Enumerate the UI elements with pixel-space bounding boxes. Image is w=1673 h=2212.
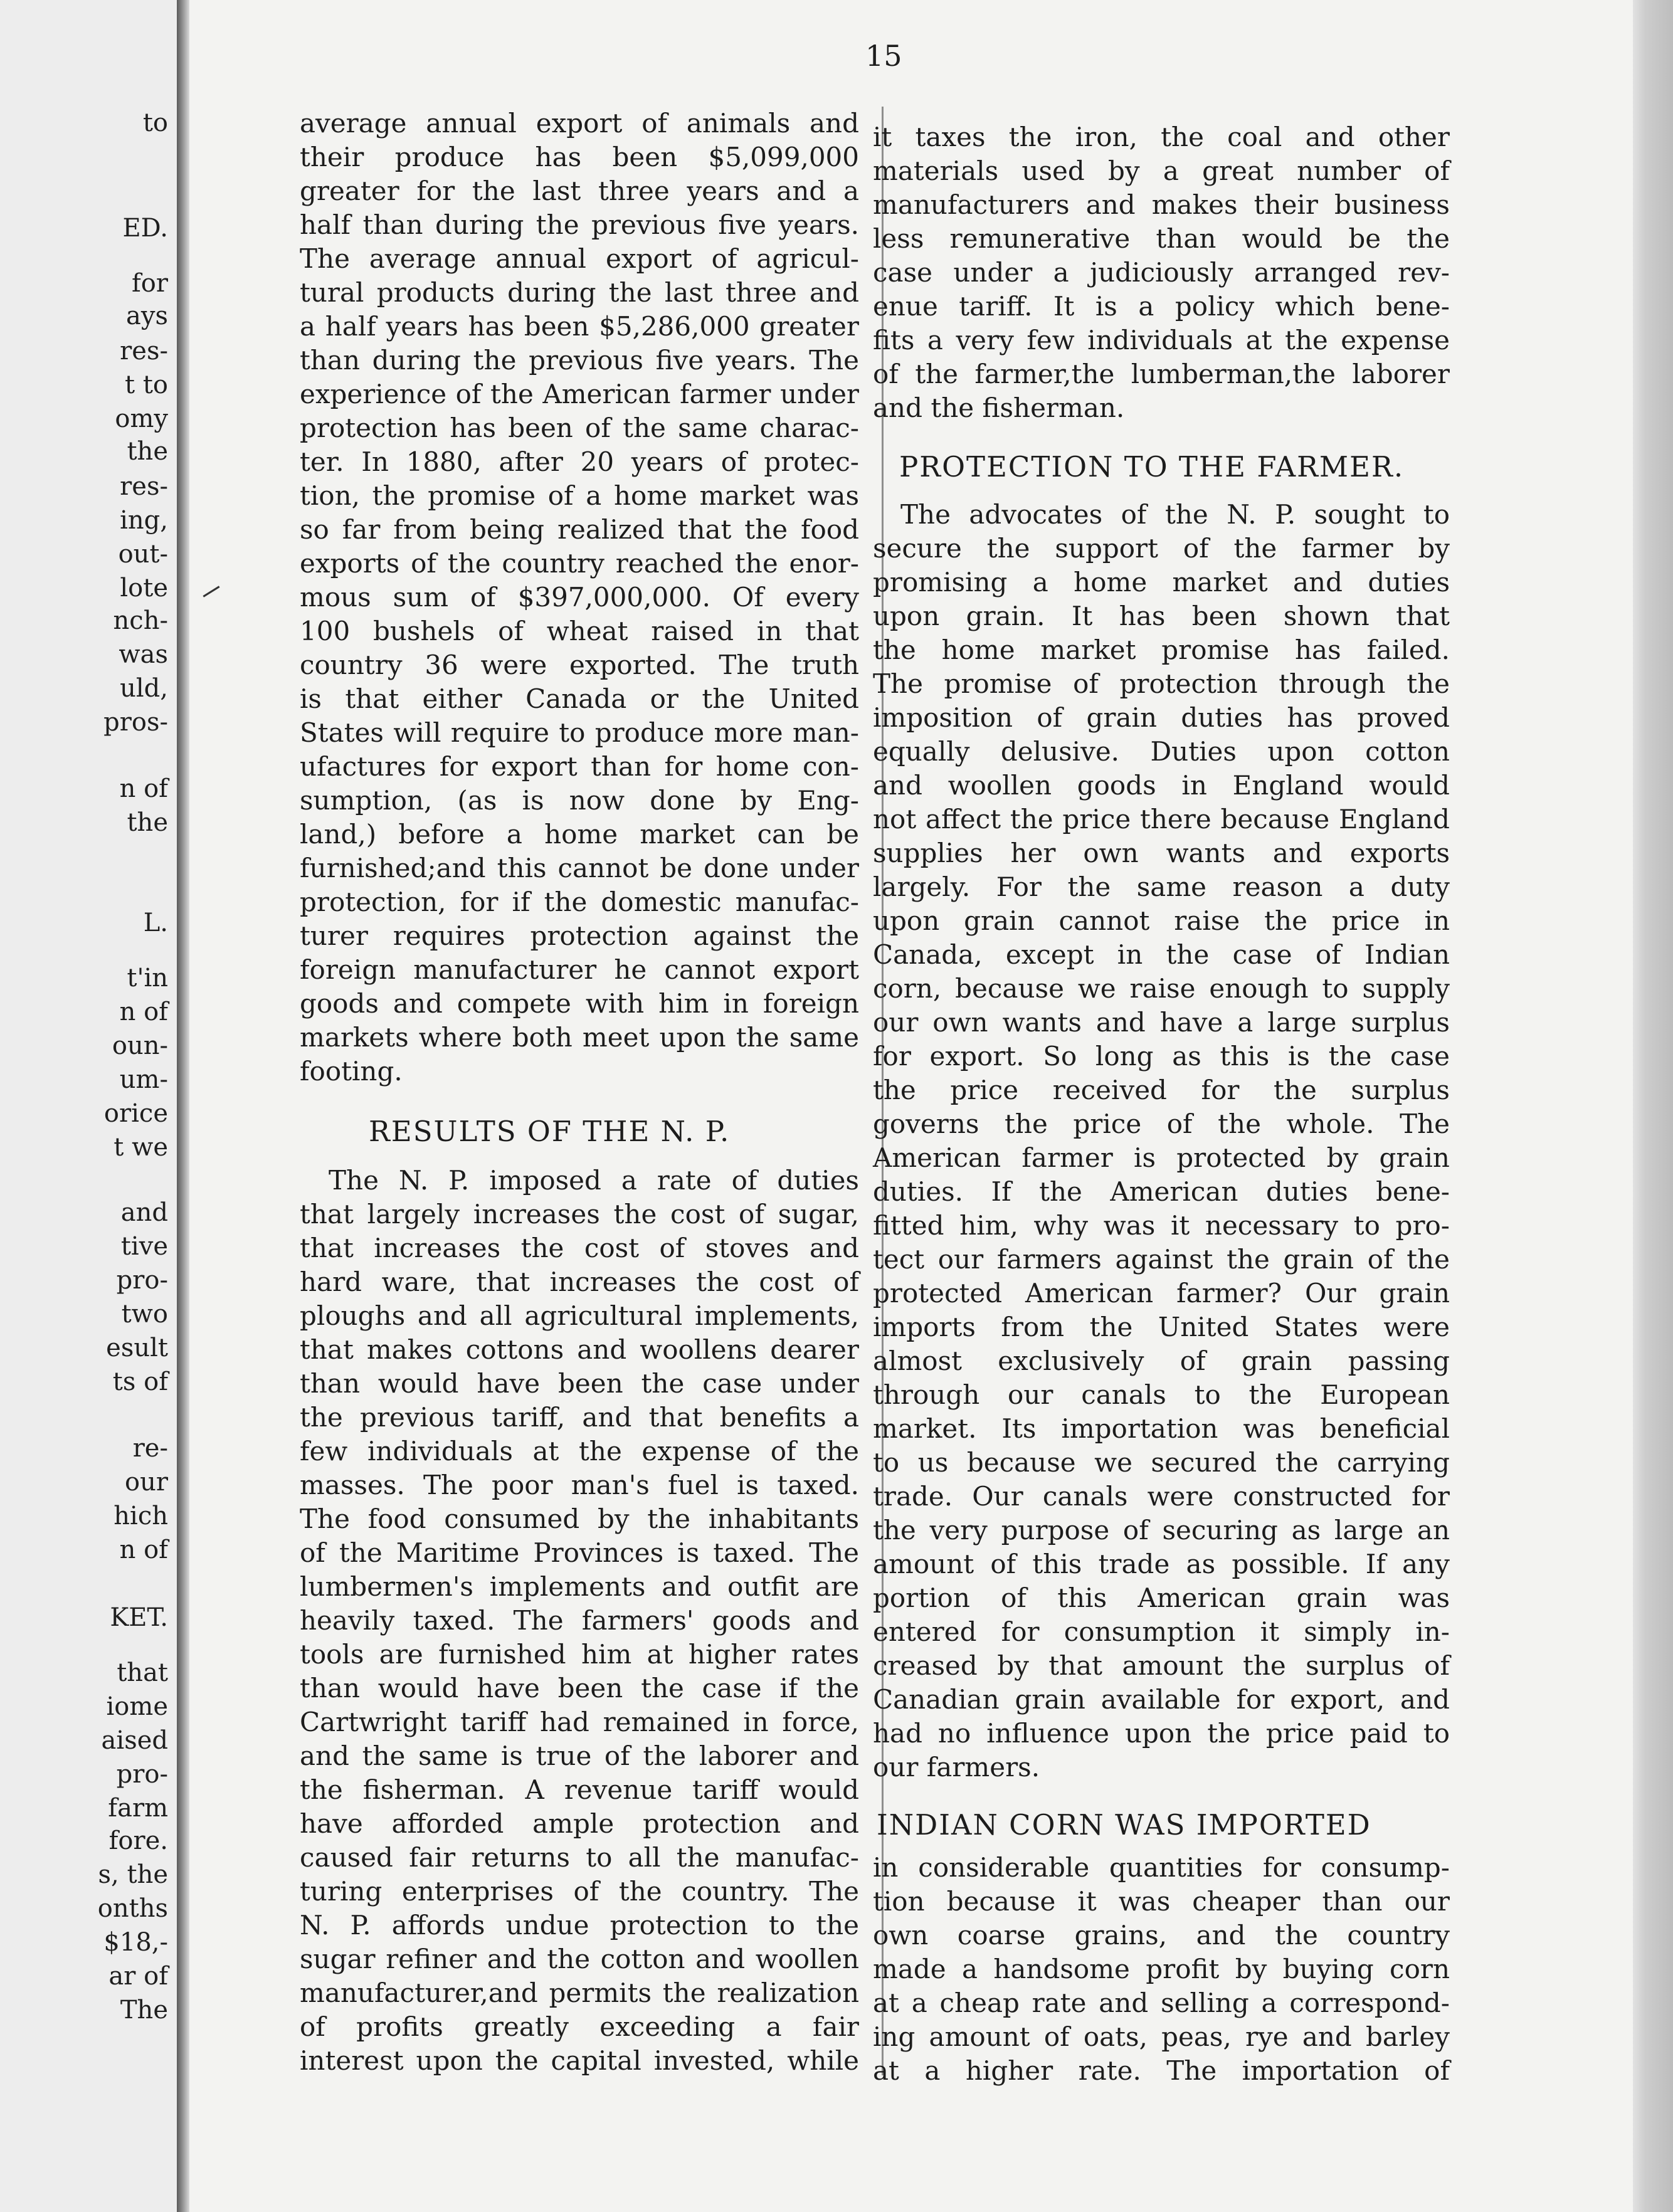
prev-page-line: fore. [108,1826,168,1855]
text-line: to us because we secured the carrying [873,1447,1450,1478]
text-line: tion, the promise of a home market was [300,480,859,511]
prev-page-line: n of [119,998,168,1026]
text-line: trade. Our canals were constructed for [873,1481,1450,1512]
text-line: through our canals to the European [873,1379,1450,1410]
text-line: less remunerative than would be the [873,223,1450,254]
prev-page-line: the [127,808,168,837]
prev-page-line: for [131,269,168,298]
prev-page-line: $18,- [103,1928,168,1957]
text-line: sumption, (as is now done by Eng- [300,785,859,816]
text-line: made a handsome profit by buying corn [873,1954,1450,1984]
prev-page-line: nch- [113,606,168,635]
text-line: caused fair returns to all the manufac- [300,1842,859,1873]
page-number: 15 [865,39,902,73]
text-line: States will require to produce more man- [300,717,859,748]
text-line: largely. For the same reason a duty [873,872,1450,902]
prev-page-line: iome [106,1692,168,1721]
text-line: at a cheap rate and selling a correspond- [873,1988,1450,2018]
text-line: greater for the last three years and a [300,176,859,206]
text-line: the price received for the surplus [873,1075,1450,1105]
text-line: country 36 were exported. The truth [300,650,859,680]
text-line: The advocates of the N. P. sought to [900,499,1450,530]
text-line: tion because it was cheaper than our [873,1886,1450,1917]
text-line: N. P. affords undue protection to the [300,1910,859,1941]
text-line: than would have been the case if the [300,1673,859,1704]
text-line: ploughs and all agricultural implements, [300,1300,859,1331]
text-line: upon grain cannot raise the price in [873,905,1450,936]
text-line: a half years has been $5,286,000 greater [300,311,859,342]
prev-page-line: oun- [112,1031,168,1060]
section-heading: PROTECTION TO THE FARMER. [899,450,1405,483]
text-line: own coarse grains, and the country [873,1920,1450,1951]
text-line: and woollen goods in England would [873,770,1450,801]
text-line: duties. If the American duties bene- [873,1176,1450,1207]
text-line: goods and compete with him in foreign [300,988,859,1019]
prev-page-line: t we [113,1133,168,1162]
prev-page-line: that [117,1658,168,1687]
text-line: the previous tariff, and that benefits a [300,1402,859,1433]
text-line: it taxes the iron, the coal and other [873,122,1450,152]
text-line: ing amount of oats, peas, rye and barley [873,2021,1450,2052]
page-edge [1633,0,1673,2212]
prev-page-line: t'in [127,964,168,993]
text-line: hard ware, that increases the cost of [300,1267,859,1297]
text-line: our farmers. [873,1752,1040,1783]
prev-page-line: pro- [116,1760,168,1789]
text-line: fits a very few individuals at the expense [873,325,1450,356]
text-line: exports of the country reached the enor- [300,548,859,579]
prev-page-line: ays [126,302,168,330]
prev-page-line: n of [119,1535,168,1564]
text-line: their produce has been $5,099,000 [300,142,859,172]
prev-page-line: res- [120,472,168,501]
prev-page-line: and [120,1198,168,1227]
text-line: case under a judiciously arranged rev- [873,257,1450,288]
prev-page-line: hich [113,1502,168,1530]
prev-page-line: tive [120,1232,168,1261]
prev-page-line: ing, [120,506,168,535]
section-heading: RESULTS OF THE N. P. [369,1115,731,1148]
text-line: interest upon the capital invested, while [300,2045,859,2076]
text-line: protection, for if the domestic manufac- [300,887,859,917]
text-line: supplies her own wants and exports [873,838,1450,868]
text-line: furnished;and this cannot be done under [300,853,859,883]
text-line: the fisherman. A revenue tariff would [300,1774,859,1805]
prev-page-line: L. [143,908,168,937]
text-line: protected American farmer? Our grain [873,1278,1450,1309]
text-line: not affect the price there because England [873,804,1450,835]
prev-page-line: ED. [122,214,168,243]
text-line: of the Maritime Provinces is taxed. The [300,1537,859,1568]
text-line: that makes cottons and woollens dearer [300,1334,859,1365]
text-line: markets where both meet upon the same [300,1022,859,1053]
text-line: The average annual export of agricul- [300,243,859,274]
text-line: promising a home market and duties [873,567,1450,598]
text-line: corn, because we raise enough to supply [873,973,1450,1004]
prev-page-line: onths [97,1894,168,1923]
text-line: enue tariff. It is a policy which bene- [873,291,1450,322]
text-line: experience of the American farmer under [300,379,859,409]
text-line: so far from being realized that the food [300,514,859,545]
text-line: fitted him, why was it necessary to pro- [873,1210,1450,1241]
prev-page-line: our [125,1468,168,1497]
text-line: of profits greatly exceeding a fair [300,2011,859,2042]
text-line: is that either Canada or the United [300,683,859,714]
text-line: 100 bushels of wheat raised in that [300,616,859,646]
text-line: The food consumed by the inhabitants [300,1504,859,1534]
text-line: equally delusive. Duties upon cotton [873,736,1450,767]
text-line: almost exclusively of grain passing [873,1346,1450,1376]
text-line: turing enterprises of the country. The [300,1876,859,1907]
text-line: sugar refiner and the cotton and woollen [300,1944,859,1974]
text-line: governs the price of the whole. The [873,1109,1450,1139]
text-line: footing. [300,1056,403,1087]
prev-page-line: re- [132,1434,168,1463]
text-line: Canadian grain available for export, and [873,1684,1450,1715]
text-line: than would have been the case under [300,1368,859,1399]
text-line: amount of this trade as possible. If any [873,1549,1450,1579]
text-line: that largely increases the cost of sugar, [300,1199,859,1230]
text-line: The promise of protection through the [873,668,1450,699]
text-line: mous sum of $397,000,000. Of every [300,582,859,613]
text-line: manufacturers and makes their business [873,189,1450,220]
text-line: had no influence upon the price paid to [873,1718,1450,1749]
text-line: Canada, except in the case of Indian [873,939,1450,970]
text-line: the very purpose of securing as large an [873,1515,1450,1546]
text-line: land,) before a home market can be [300,819,859,850]
prev-page-line: omy [115,404,168,433]
text-line: protection has been of the same charac- [300,413,859,443]
prev-page-line: to [142,108,168,137]
text-line: lumbermen's implements and outfit are [300,1571,859,1602]
text-line: entered for consumption it simply in- [873,1616,1450,1647]
text-line: average annual export of animals and [300,108,859,139]
prev-page-line: lote [120,574,168,603]
prev-page-line: res- [120,337,168,366]
prev-page-line: s, the [98,1860,168,1889]
text-line: at a higher rate. The importation of [873,2055,1450,2086]
prev-page-line: out- [118,540,168,569]
text-line: heavily taxed. The farmers' goods and [300,1605,859,1636]
book-gutter [177,0,189,2212]
text-line: ter. In 1880, after 20 years of protec- [300,446,859,477]
text-line: of the farmer,the lumberman,the laborer [873,359,1450,389]
previous-page-fragment [0,0,177,2212]
text-line: half than during the previous five years. [300,209,859,240]
text-line: turer requires protection against the [300,920,859,951]
text-line: have afforded ample protection and [300,1808,859,1839]
text-line: imports from the United States were [873,1312,1450,1342]
text-line: The N. P. imposed a rate of duties [329,1165,859,1196]
section-heading: INDIAN CORN WAS IMPORTED [877,1808,1371,1841]
text-line: upon grain. It has been shown that [873,601,1450,631]
text-line: secure the support of the farmer by [873,533,1450,564]
text-line: the home market promise has failed. [873,635,1450,665]
prev-page-line: pro- [116,1266,168,1295]
text-line: that increases the cost of stoves and [300,1233,859,1263]
prev-page-line: um- [119,1065,168,1094]
prev-page-line: The [120,1996,168,2025]
text-line: Cartwright tariff had remained in force, [300,1707,859,1737]
prev-page-line: n of [119,774,168,803]
prev-page-line: pros- [103,708,168,737]
text-line: masses. The poor man's fuel is taxed. [300,1470,859,1500]
prev-page-line: orice [103,1099,168,1128]
prev-page-line: the [127,437,168,466]
text-line: materials used by a great number of [873,155,1450,186]
text-line: market. Its importation was beneficial [873,1413,1450,1444]
text-line: manufacturer,and permits the realization [300,1978,859,2008]
text-line: foreign manufacturer he cannot export [300,954,859,985]
text-line: tools are furnished him at higher rates [300,1639,859,1670]
prev-page-line: two [121,1300,168,1329]
text-line: tect our farmers against the grain of the [873,1244,1450,1275]
text-line: than during the previous five years. The [300,345,859,376]
text-line: for export. So long as this is the case [873,1041,1450,1072]
text-line: and the fisherman. [873,392,1125,423]
text-line: ufactures for export than for home con- [300,751,859,782]
text-line: and the same is true of the laborer and [300,1741,859,1771]
prev-page-line: KET. [110,1603,168,1632]
prev-page-line: t to [125,371,168,399]
prev-page-line: was [119,640,168,669]
text-line: American farmer is protected by grain [873,1142,1450,1173]
prev-page-line: uld, [120,674,168,703]
prev-page-line: farm [108,1794,168,1823]
text-line: in considerable quantities for consump- [873,1852,1450,1883]
text-line: few individuals at the expense of the [300,1436,859,1467]
prev-page-line: aised [101,1726,168,1755]
prev-page-line: esult [106,1334,168,1362]
text-line: creased by that amount the surplus of [873,1650,1450,1681]
text-line: our own wants and have a large surplus [873,1007,1450,1038]
text-line: imposition of grain duties has proved [873,702,1450,733]
prev-page-line: ar of [108,1962,168,1991]
text-line: tural products during the last three and [300,277,859,308]
prev-page-line: ts of [112,1367,168,1396]
text-line: portion of this American grain was [873,1583,1450,1613]
